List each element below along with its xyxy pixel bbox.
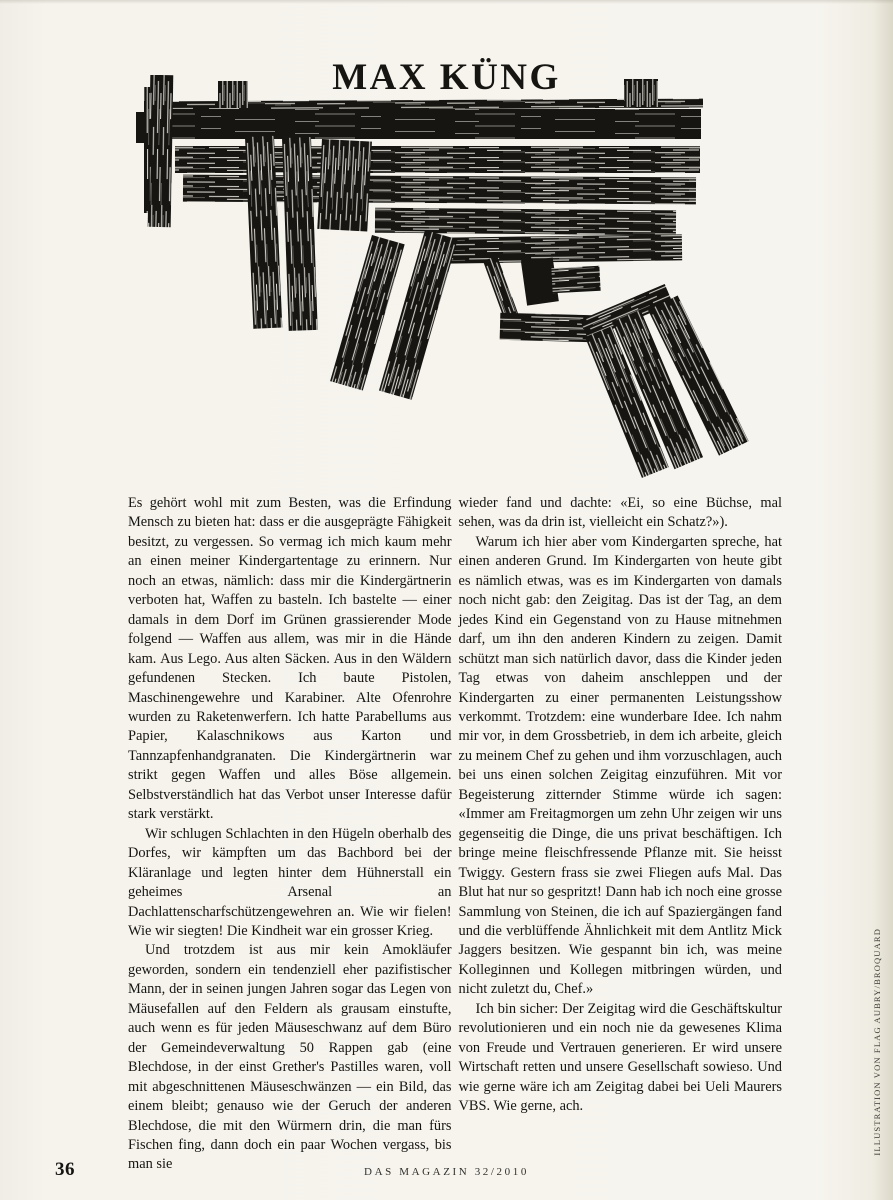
illustration-credit: ILLUSTRATION VON FLAG AUBRY/BROQUARD bbox=[872, 928, 882, 1156]
paragraph: Ich bin sicher: Der Zeigitag wird die Geschäftskultur revolutionieren und ein noch nie da gewesenes Klima von Freude und Vertrauen generieren. Er wird unsere Wirtschaft retten und unsere Gesellschaft sowieso. Und wie gerne wäre ich am Zeigitag dabei bei Ueli Maurers VBS. Wie gerne, ach. bbox=[458, 1000, 782, 1115]
paragraph: Und trotzdem ist aus mir kein Amokläufer geworden, sondern ein tendenziell eher pazifistischer Mann, der in seinen jungen Jahren sogar das Legen von Mäusefallen auf den Feldern als grausam einstufte, auch wenn es für jeden Mäuseschwanz auf dem Büro der Gemeindeverwaltung 50 Rappen gab (eine Blechdose, in der einst Grether's Pastilles waren, voll mit abgeschnittenen Mäuseschwänzen — ein Bild, das einem bleibt; genauso wie der Geruch der anderen Blechdose, die mit den Würmern drin, die man fürs Fischen fing, dann doch ein paar Wochen vergass, bis man sie bbox=[128, 942, 452, 1173]
stick-gun-illustration bbox=[135, 75, 765, 485]
paragraph: Wir schlugen Schlachten in den Hügeln oberhalb des Dorfes, wir kämpften um das Bachbord bei der Kläranlage und legten hinter dem Hühnerstall ein geheimes Arsenal an Dachlattenscharfschützengewehren an. Wie wir fielen! Wie wir siegten! Die Kindheit war ein grosser Krieg. bbox=[128, 825, 452, 939]
scan-edge-shadow bbox=[0, 0, 893, 4]
text-column-right bbox=[459, 494, 783, 1175]
page-title: MAX KÜNG bbox=[332, 56, 561, 98]
gun-muzzle bbox=[136, 75, 173, 227]
page-number: 36 bbox=[55, 1159, 75, 1180]
text-column-left bbox=[128, 494, 452, 1175]
magazine-footer: DAS MAGAZIN 32/2010 bbox=[364, 1166, 529, 1178]
paragraph: Es gehört wohl mit zum Besten, was die Erfindung Mensch zu bieten hat: dass er die ausgeprägte Fähigkeit besitzt, zu vergessen. So vermag ich mich kaum mehr an einen meiner Kindergartentage zu erinnern. Nur noch an etwas, nämlich: dass mir die Kindergärtnerin verboten hat, Waffen zu basteln. Ich bastelte — einer damals in dem Dorf im Grünen grassierender Mode folgend — Waffen aus allem, was mir in die Hände kam. Aus Lego. Aus alten Säcken. Aus in den Wäldern gefundenen Stecken. Ich baute Pistolen, Maschinengewehre und Karabiner. Alte Ofenrohre wurden zu Raketenwerfern. Ich hatte Parabellums aus Papier, Kalaschnikows aus Karton und Tannzapfenhandgranaten. Die Kindergärtnerin war strikt gegen Waffen und alles Böse allgemein. Selbstverständlich hat das Verbot unser Interesse dafür stark verstärkt. bbox=[128, 495, 452, 823]
article-body bbox=[128, 494, 782, 1175]
gun-foregrip bbox=[245, 136, 372, 331]
gun-magazine bbox=[330, 230, 458, 400]
paragraph: Warum ich hier aber vom Kindergarten spreche, hat einen anderen Grund. Im Kindergarten von heute gibt es nämlich etwas, was es im Kindergarten von damals noch nicht gab: den Zeigitag. Das ist der Tag, an dem jedes Kind ein Gegenstand von zu Hause mitnehmen darf, um ihn den anderen Kindern zu zeigen. Damit schützt man sich natürlich davor, dass die Kinder jeden Tag etwas von daheim anschleppen und der Kindergarten zu einer permanenten Leistungsshow verkommt. Trotzdem: eine wunderbare Idee. Ich nahm mir vor, in dem Grossbetrieb, in dem ich arbeite, gleich zu meinem Chef zu gehen und ihm vorzuschlagen, auch bei uns einen solchen Zeigitag einzuführen. Mit vor Begeisterung zitternder Stimme würde ich sagen: «Immer am Freitagmorgen um zehn Uhr zeigen wir uns gegenseitig die Dinge, die uns privat beschäftigen. Ich bringe meine fleischfressende Pflanze mit. Sie heisst Twiggy. Gestern frass sie zwei Fliegen aufs Mal. Das Blut hat nur so gespritzt! Dann hab ich noch eine grosse Sammlung von Steinen, die ich auf Spaziergängen fand und die verblüffende Ähnlichkeit mit dem Antlitz Mick Jaggers besitzen. Wie gespannt bin ich, was meine Kolleginnen und Kollegen mitbringen würden, und nicht zuletzt du, Chef.» bbox=[458, 533, 782, 998]
paragraph: wieder fand und dachte: «Ei, so eine Büchse, mal sehen, was da drin ist, vielleicht ein Schatz?»). bbox=[458, 495, 782, 531]
